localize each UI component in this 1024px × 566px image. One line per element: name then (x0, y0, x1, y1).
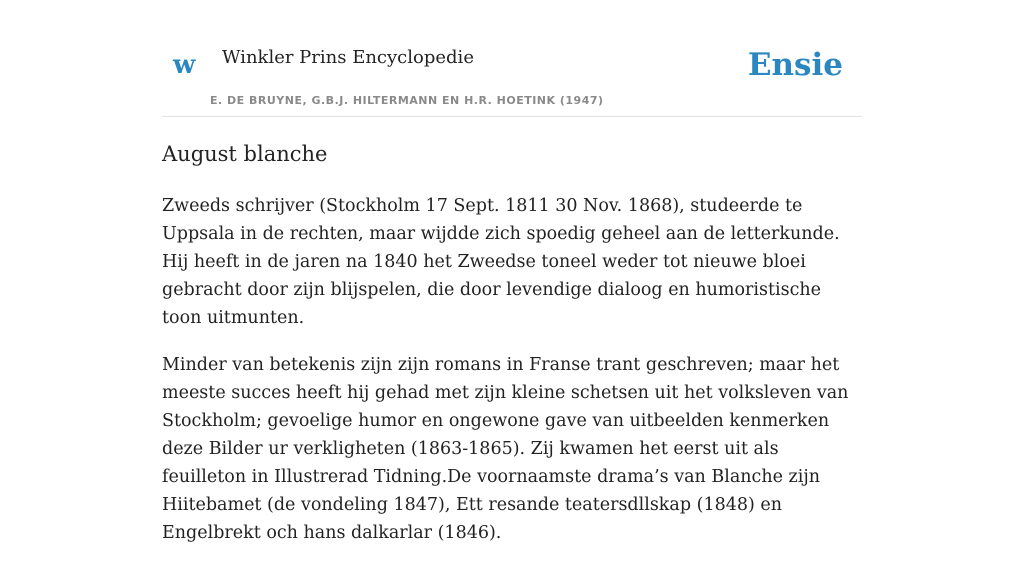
book-title-link[interactable]: Winkler Prins Encyclopedie (222, 47, 474, 68)
book-authors: E. DE BRUYNE, G.B.J. HILTERMANN EN H.R. HOETINK (1947) (210, 94, 604, 107)
article-title: August blanche (162, 142, 328, 166)
article-paragraph: Zweeds schrijver (Stockholm 17 Sept. 1811 30 Nov. 1868), studeerde te Uppsala in de rechten, maar wijdde zich spoedig geheel aan de letterkunde. Hij heeft in de jaren na 1840 het Zweedse toneel weder tot nieuwe bloei gebracht door zijn blijspelen, die door levendige dialoog en humoristische toon uitmunten. (162, 196, 840, 328)
article (162, 138, 862, 566)
article-paragraph: Minder van betekenis zijn zijn romans in Franse trant geschreven; maar het meeste succes heeft hij gehad met zijn kleine schetsen uit het volksleven van Stockholm; gevoelige humor en ongewone gave van uitbeelden kenmerken deze Bilder ur verkligheten (1863-1865). Zij kwamen het eerst uit als feuilleton in Illustrerad Tidning.De voornaamste drama’s van Blanche zijn Hiitebamet (de vondeling 1847), Ett resande teatersdllskap (1848) en Engelbrekt och hans dalkarlar (1846). (162, 355, 849, 543)
site-header (162, 0, 862, 117)
ensie-logo-link[interactable]: Ensie (747, 47, 843, 83)
book-logo-icon[interactable]: w (173, 50, 196, 80)
article-body (162, 192, 862, 547)
